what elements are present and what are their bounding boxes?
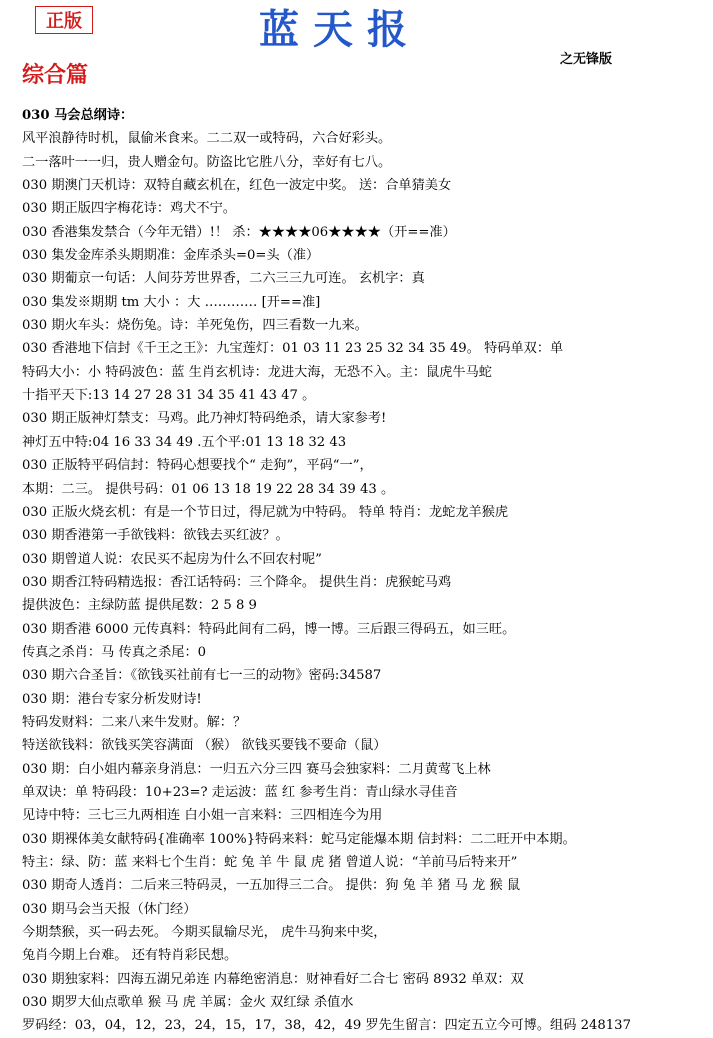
text-line: 今期禁猴，买一码去死。 今期买鼠输尽光， 虎牛马狗来中奖， [22,925,387,941]
text-line: 030 期香江特码精选报：香江话特码：三个降伞。 提供生肖：虎猴蛇马鸡 [22,574,452,590]
text-line: 030 正版特平码信封：特码心想要找个“ 走狗”，平码“一”， [22,458,373,474]
text-line: 030 期火车头：烧伤兔。诗：羊死兔伤，四三看数一九来。 [22,318,368,334]
text-line: 030 期六合圣旨：《欲钱买社前有七一三的动物》密码:34587 [22,668,382,684]
text-line: 特主：绿、防：蓝 来料七个生肖：蛇 兔 羊 牛 鼠 虎 猪 曾道人说：“羊前马后特来开” [22,855,518,870]
text-line: 030 期香港第一手欲钱料：欲钱去买红波？。 [22,528,289,544]
text-line: 030 期裸体美女献特码{准确率 100%}特码来料：蛇马定能爆本期 信封料：二二旺开中本期。 [22,831,576,847]
text-line: 本期：二三。 提供号码：01 06 13 18 19 22 28 34 39 43 。 [22,481,395,497]
text-line: 030 期澳门天机诗：双特自藏玄机在，红色一波定中奖。 送：合单猜美女 [22,178,452,194]
text-line: 030 期马会当天报（休门经） [22,901,197,917]
text-line: 030 集发金库杀头期期准：金库杀头=0=头（准） [22,248,320,264]
text-line: 兔肖今期上台难。 还有特肖彩民想。 [22,948,238,964]
text-line: 见诗中特：三七三九两相连 白小姐一言来料：三四相连今为用 [22,808,383,824]
text-line: 030 期香港 6000 元传真料：特码此间有二码，博一博。三后跟三得码五，如三旺。 [22,621,516,637]
text-line: 030 期曾道人说：农民买不起房为什么不回农村呢” [22,551,322,567]
text-line: 二一落叶一一归，贵人赠金句。防盗比它胜八分，幸好有七八。 [22,154,392,170]
text-line: 030 期正版四字梅花诗：鸡犬不宁。 [22,201,236,217]
text-line: 030 集发※期期 tm 大小 ：大 ………… [开==准] [22,294,321,310]
text-line: 十指平天下:13 14 27 28 31 34 35 41 43 47 。 [22,388,316,404]
text-line: 030 期独家料：四海五湖兄弟连 内幕绝密消息：财神看好二合七 密码 8932 单双：双 [22,971,524,987]
text-line: 030 期正版神灯禁支：马鸡。此乃神灯特码绝杀，请大家参考! [22,411,387,427]
text-line: 特码发财料：二来八来牛发财。解：？ [22,714,247,730]
authentic-badge: 正版 [35,6,93,34]
text-line: 030 香港地下信封《千王之王》：九宝莲灯：01 03 11 23 25 32 34 35 49。 特码单双：单 [22,341,564,357]
text-line: 特送欲钱料：欲钱买笑容满面 （猴） 欲钱买要钱不要命（鼠） [22,738,387,754]
content-lines [22,104,702,1038]
text-line: 神灯五中特:04 16 33 34 49 .五个平:01 13 18 32 43 [22,434,347,450]
text-line: 030 期罗大仙点歌单 猴 马 虎 羊属：金火 双红绿 杀值水 [22,995,354,1011]
text-line: 030 期葡京一句话：人间芬芳世界香，二六三三九可连。 玄机字：真 [22,271,425,287]
section-heading: 综合篇 [22,63,89,88]
edition-subtitle: 之无锋版 [560,52,613,67]
text-line: 030 正版火烧玄机：有是一个节日过，得尼就为中特码。 特单 特肖：龙蛇龙羊猴虎 [22,504,509,520]
text-line: 单双诀：单 特码段：10+23=? 走运波：蓝 红 参考生肖：青山绿水寻佳音 [22,784,458,800]
text-line: 特码大小：小 特码波色：蓝 生肖玄机诗：龙进大海，无恐不入。主：鼠虎牛马蛇 [22,364,492,380]
text-line: 罗码经：03，04，12，23，24，15，17，38，42，49 罗先生留言：四定五立今可博。组码 248137 [22,1018,631,1034]
text-line: 030 期：白小姐内幕亲身消息：一归五六分三四 赛马会独家料：二月黄莺飞上林 [22,761,491,777]
text-line: 030 马会总纲诗： [22,108,134,123]
text-line: 风平浪静待时机，鼠偷米食来。二二双一或特码，六合好彩头。 [22,131,392,147]
text-line: 030 期奇人透肖：二后来三特码灵，一五加得三二合。 提供：狗 兔 羊 猪 马 龙 猴 鼠 [22,878,521,894]
text-line: 传真之杀肖：马 传真之杀尾：0 [22,644,207,660]
text-line: 提供波色：主绿防蓝 提供尾数：2 5 8 9 [22,598,257,614]
text-line: 030 期：港台专家分析发财诗! [22,691,202,707]
text-line: 030 香港集发禁合（今年无错）!！ 杀：★★★★06★★★★（开==准） [22,224,456,240]
page-title: 蓝天报 [259,6,421,53]
